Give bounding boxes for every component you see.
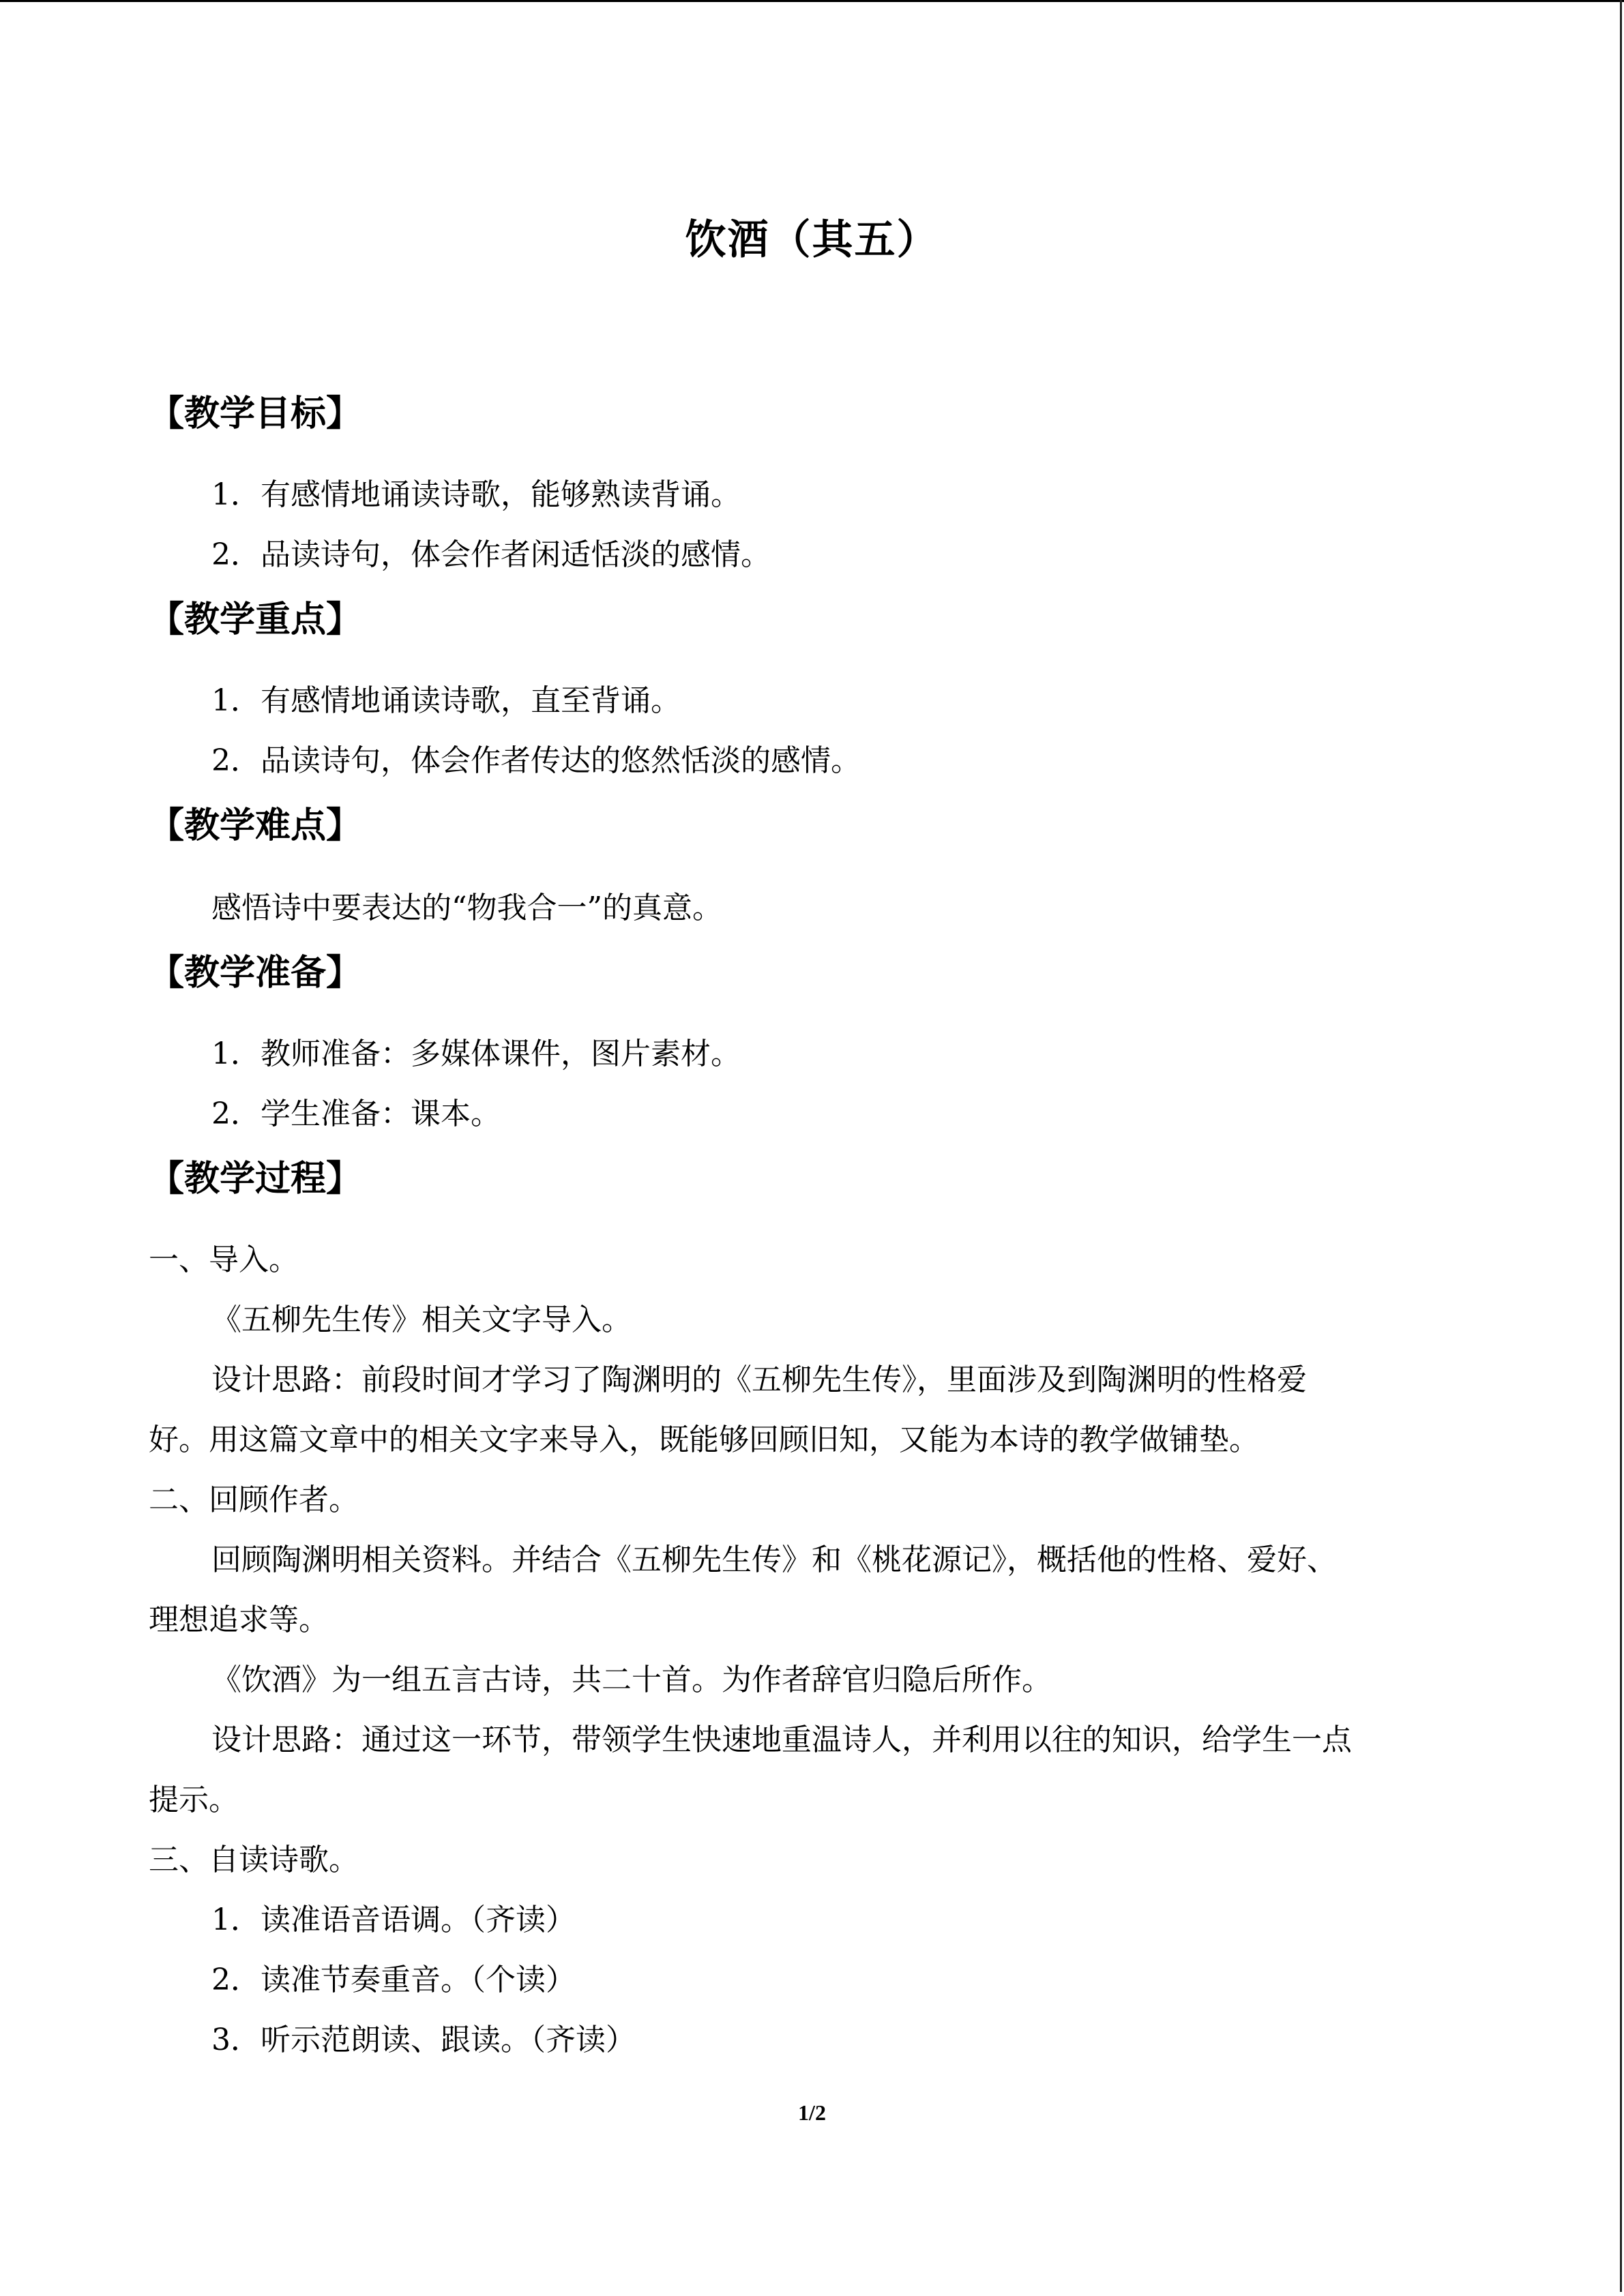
process-line: 《五柳先生传》相关文字导入。 bbox=[211, 1302, 632, 1337]
heading-key-points: 【教学重点】 bbox=[149, 599, 362, 640]
heading-process: 【教学过程】 bbox=[149, 1158, 362, 1199]
process-line: 设计思路：通过这一环节，带领学生快速地重温诗人，并利用以往的知识，给学生一点 bbox=[211, 1723, 1352, 1757]
goal-item-1: 1．有感情地诵读诗歌，能够熟读背诵。 bbox=[211, 477, 741, 512]
process-step-self-reading: 三、自读诗歌。 bbox=[149, 1843, 359, 1877]
process-line: 1．读准语音语调。（齐读） bbox=[211, 1903, 576, 1937]
process-line: 理想追求等。 bbox=[149, 1602, 329, 1637]
process-line: 3．听示范朗读、跟读。（齐读） bbox=[211, 2023, 636, 2057]
difficulty-item-1: 感悟诗中要表达的“物我合一”的真意。 bbox=[211, 891, 722, 925]
heading-difficulties: 【教学难点】 bbox=[149, 805, 362, 846]
process-line: 《饮酒》为一组五言古诗，共二十首。为作者辞官归隐后所作。 bbox=[211, 1663, 1052, 1697]
process-line: 设计思路：前段时间才学习了陶渊明的《五柳先生传》，里面涉及到陶渊明的性格爱 bbox=[211, 1362, 1307, 1397]
key-point-item-1: 1．有感情地诵读诗歌，直至背诵。 bbox=[211, 683, 681, 718]
process-line: 2．读准节奏重音。（个读） bbox=[211, 1963, 576, 1997]
process-step-review-author: 二、回顾作者。 bbox=[149, 1482, 359, 1517]
heading-preparation: 【教学准备】 bbox=[149, 952, 362, 994]
heading-teaching-goals: 【教学目标】 bbox=[149, 393, 362, 434]
process-line: 好。用这篇文章中的相关文字来导入，既能够回顾旧知，又能为本诗的教学做铺垫。 bbox=[149, 1422, 1259, 1457]
page-number: 1/2 bbox=[798, 2100, 826, 2125]
process-step-intro: 一、导入。 bbox=[149, 1242, 299, 1277]
preparation-item-1: 1．教师准备：多媒体课件，图片素材。 bbox=[211, 1037, 741, 1071]
document-title: 饮酒（其五） bbox=[685, 216, 939, 264]
preparation-item-2: 2．学生准备：课本。 bbox=[211, 1097, 501, 1131]
key-point-item-2: 2．品读诗句，体会作者传达的悠然恬淡的感情。 bbox=[211, 743, 861, 778]
goal-item-2: 2．品读诗句，体会作者闲适恬淡的感情。 bbox=[211, 537, 771, 572]
process-line: 提示。 bbox=[149, 1783, 239, 1817]
process-line: 回顾陶渊明相关资料。并结合《五柳先生传》和《桃花源记》，概括他的性格、爱好、 bbox=[211, 1542, 1337, 1577]
